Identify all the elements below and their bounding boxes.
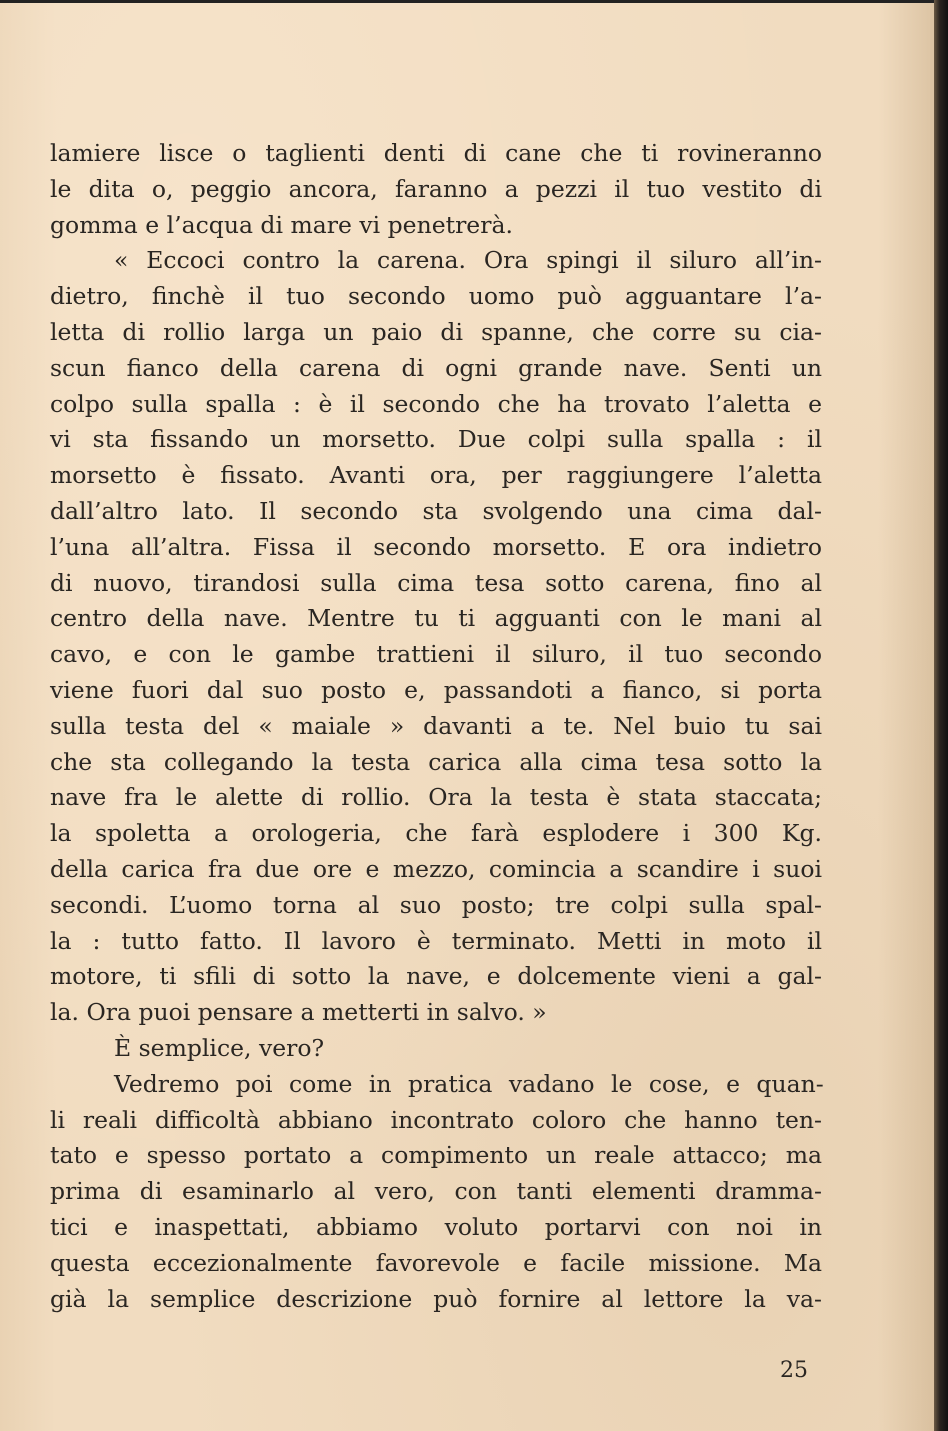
text-line: nave fra le alette di rollio. Ora la testa è stata staccata;	[50, 783, 822, 812]
text-line: che sta collegando la testa carica alla cima tesa sotto la	[50, 747, 822, 776]
text-line: letta di rollio larga un paio di spanne, che corre su cia-	[50, 317, 822, 346]
text-line: sulla testa del « maiale » davanti a te. Nel buio tu sai	[50, 711, 822, 740]
text-line: « Eccoci contro la carena. Ora spingi il siluro all’in-	[114, 246, 822, 275]
text-line: la spoletta a orologeria, che farà esplodere i 300 Kg.	[50, 819, 822, 848]
text-line: l’una all’altra. Fissa il secondo morsetto. E ora indietro	[50, 532, 822, 561]
text-line: viene fuori dal suo posto e, passandoti a fianco, si porta	[50, 675, 822, 704]
text-line: prima di esaminarlo al vero, con tanti elementi dramma-	[50, 1177, 822, 1206]
body-text	[50, 136, 822, 1317]
text-line: scun fianco della carena di ogni grande nave. Senti un	[50, 353, 822, 382]
text-line: già la semplice descrizione può fornire al lettore la va-	[50, 1284, 822, 1313]
text-line: le dita o, peggio ancora, faranno a pezzi il tuo vestito di	[50, 174, 822, 203]
text-line: della carica fra due ore e mezzo, comincia a scandire i suoi	[50, 854, 822, 883]
text-line: dall’altro lato. Il secondo sta svolgendo una cima dal-	[50, 496, 822, 525]
text-line: Vedremo poi come in pratica vadano le cose, e quan-	[114, 1069, 822, 1098]
text-line: la. Ora puoi pensare a metterti in salvo. »	[50, 998, 547, 1027]
text-line: È semplice, vero?	[114, 1033, 325, 1062]
text-line: morsetto è fissato. Avanti ora, per raggiungere l’aletta	[50, 461, 822, 490]
text-line: tici e inaspettati, abbiamo voluto portarvi con noi in	[50, 1212, 822, 1241]
text-line: cavo, e con le gambe trattieni il siluro, il tuo secondo	[50, 640, 822, 669]
text-line: gomma e l’acqua di mare vi penetrerà.	[50, 210, 513, 239]
text-line: questa eccezionalmente favorevole e facile missione. Ma	[50, 1248, 822, 1277]
text-line: centro della nave. Mentre tu ti agguanti con le mani al	[50, 604, 822, 633]
text-line: colpo sulla spalla : è il secondo che ha trovato l’aletta e	[50, 389, 822, 418]
text-line: lamiere lisce o taglienti denti di cane che ti rovineranno	[50, 139, 822, 167]
text-line: motore, ti sfili di sotto la nave, e dolcemente vieni a gal-	[50, 962, 822, 991]
text-line: secondi. L’uomo torna al suo posto; tre colpi sulla spal-	[50, 890, 822, 919]
text-line: li reali difficoltà abbiano incontrato coloro che hanno ten-	[50, 1105, 822, 1134]
page-number: 25	[780, 1358, 808, 1383]
text-line: vi sta fissando un morsetto. Due colpi sulla spalla : il	[50, 425, 822, 454]
text-line: la : tutto fatto. Il lavoro è terminato. Metti in moto il	[50, 926, 822, 955]
text-line: tato e spesso portato a compimento un reale attacco; ma	[50, 1141, 822, 1170]
text-line: dietro, finchè il tuo secondo uomo può agguantare l’a-	[50, 282, 822, 311]
text-line: di nuovo, tirandosi sulla cima tesa sotto carena, fino al	[50, 568, 822, 597]
page-edge-shadow	[934, 0, 948, 1431]
